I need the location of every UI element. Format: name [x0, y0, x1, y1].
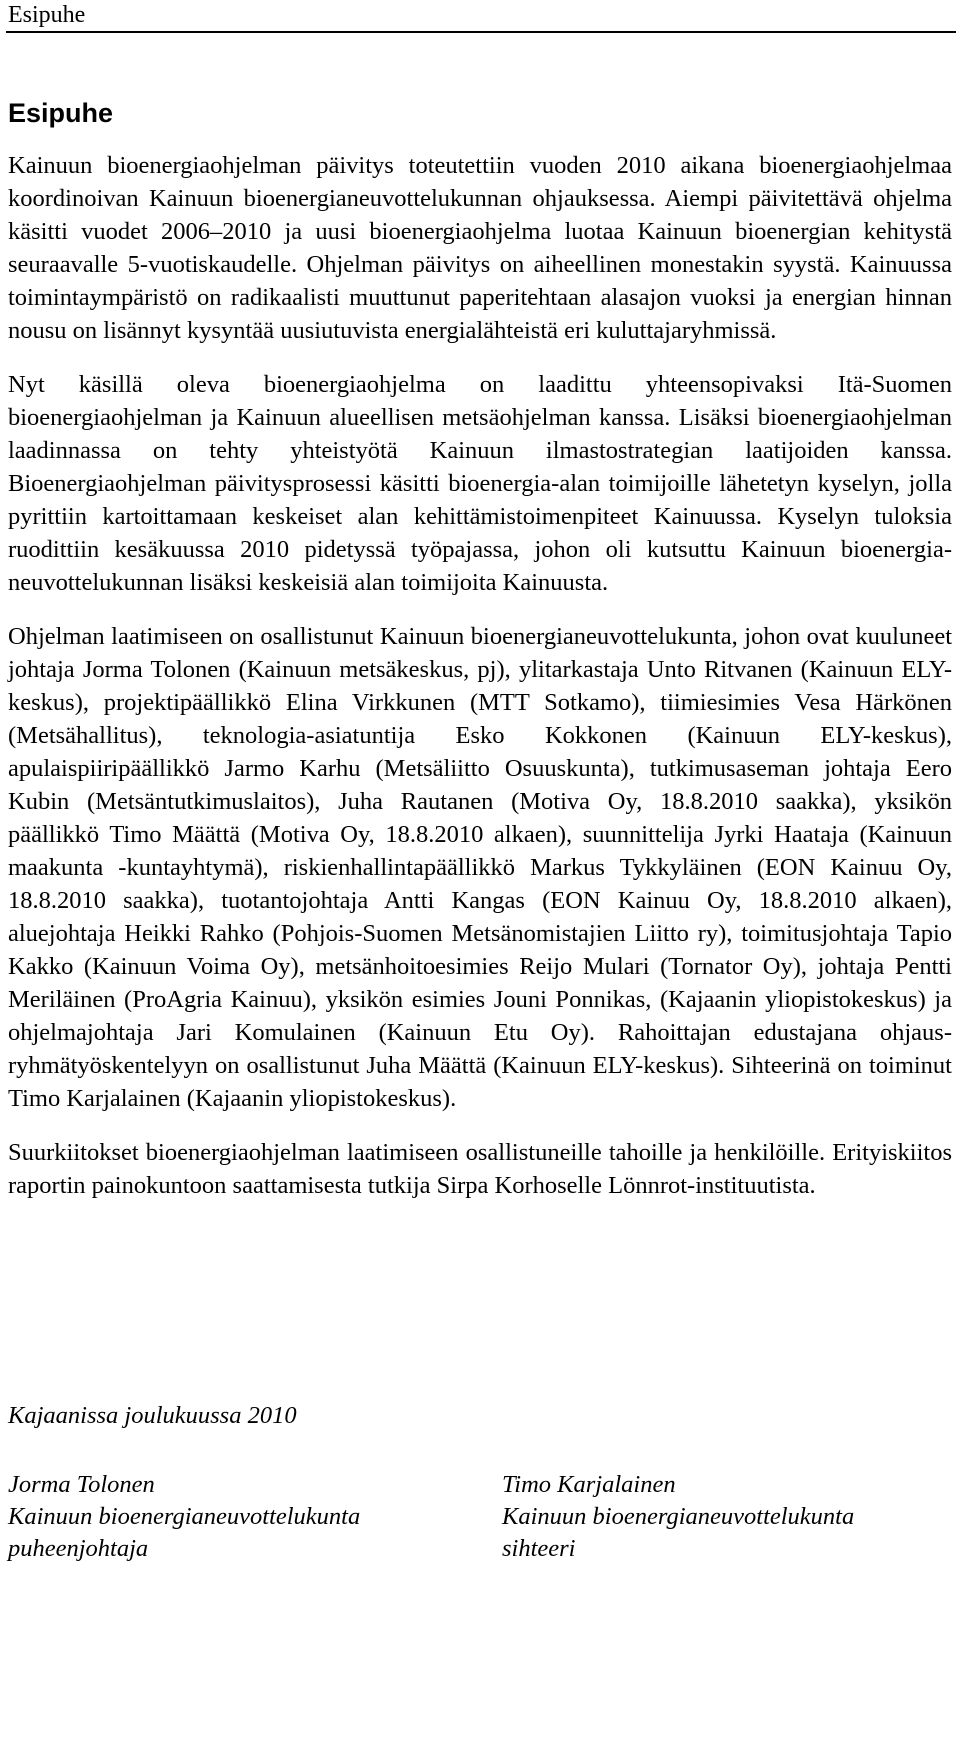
header-rule [6, 31, 956, 33]
running-header: Esipuhe [8, 2, 86, 28]
signature-block-secretary [502, 1469, 854, 1565]
paragraph-compatibility: Nyt käsillä oleva bioenergiaohjelma on laadittu yhteensopivaksi Itä-Suomen bioenergiaohjelman ja Kainuun alueellisen metsäohjelman kanssa. Lisäksi bioenergiaohjelman laadinnassa on tehty yhteistyötä Kainuun ilmastostrategian laatijoiden kanssa. Bioenergiaohjelman päivitysprosessi käsitti bioenergia-alan toimijoille lähetetyn kyselyn, jolla pyrittiin kartoittamaan keskeiset alan kehittämistoimenpiteet Kainuussa. Kyselyn tuloksia ruodittiin kesäkuussa 2010 pidetyssä työpajassa, johon oli kutsuttu Kainuun bioenergia-neuvottelukunnan lisäksi keskeisiä alan toimijoita Kainuusta. [8, 371, 952, 596]
signatory-role: sihteeri [502, 1535, 576, 1562]
signatory-name: Timo Karjalainen [502, 1471, 676, 1498]
signatory-organization: Kainuun bioenergianeuvottelukunta [8, 1503, 361, 1530]
place-date: Kajaanissa joulukuussa 2010 [8, 1402, 297, 1429]
signatory-organization: Kainuun bioenergianeuvottelukunta [502, 1503, 855, 1530]
signature-block-chair [8, 1469, 360, 1565]
section-title: Esipuhe [8, 98, 114, 128]
body-text [8, 149, 952, 1223]
paragraph-contributors: Ohjelman laatimiseen on osallistunut Kainuun bioenergianeuvottelukunta, johon ovat kuuluneet johtaja Jorma Tolonen (Kainuun metsäkeskus, pj), ylitarkastaja Unto Ritvanen (Kainuun ELY-keskus), projektipäällikkö Elina Virkkunen (MTT Sotkamo), tiimiesimies Vesa Härkönen (Metsähallitus), teknologia-asiatuntija Esko Kokkonen (Kainuun ELY-keskus), apulaispiiripäällikkö Jarmo Karhu (Metsäliitto Osuuskunta), tutkimusaseman johtaja Eero Kubin (Metsäntutkimuslaitos), Juha Rautanen (Motiva Oy, 18.8.2010 saakka), yksikön päällikkö Timo Määttä (Motiva Oy, 18.8.2010 alkaen), suunnittelija Jyrki Haataja (Kainuun maakunta -kuntayhtymä), riskienhallintapäällikkö Markus Tykkyläinen (EON Kainuu Oy, 18.8.2010 saakka), tuotantojohtaja Antti Kangas (EON Kainuu Oy, 18.8.2010 alkaen), aluejohtaja Heikki Rahko (Pohjois-Suomen Metsänomistajien Liitto ry), toimitusjohtaja Tapio Kakko (Kainuun Voima Oy), metsänhoitoesimies Reijo Mulari (Tornator Oy), johtaja Pentti Meriläinen (ProAgria Kainuu), yksikön esimies Jouni Ponnikas, (Kajaanin yliopistokeskus) ja ohjelmajohtaja Jari Komulainen (Kainuun Etu Oy). Rahoittajan edustajana ohjausryhmätyöskentelyyn on osallistunut Juha Määttä (Kainuun ELY-keskus). Sihteerinä on toiminut Timo Karjalainen (Kajaanin yliopistokeskus). [8, 623, 952, 1112]
signatory-name: Jorma Tolonen [8, 1471, 155, 1498]
signatory-role: puheenjohtaja [8, 1535, 149, 1562]
paragraph-intro: Kainuun bioenergiaohjelman päivitys toteutettiin vuoden 2010 aikana bioenergiaohjelmaa koordinoivan Kainuun bioenergianeuvottelukunnan ohjauksessa. Aiempi päivitettävä ohjelma käsitti vuodet 2006–2010 ja uusi bioenergiaohjelma luotaa Kainuun bioenergian kehitystä seuraavalle 5-vuotiskaudelle. Ohjelman päivitys on aiheellinen monestakin syystä. Kainuussa toimintaympäristö on radikaalisti muuttunut paperitehtaan alasajon vuoksi ja energian hinnan nousu on lisännyt kysyntää uusiutuvista energialähteistä eri kuluttajaryhmissä. [8, 152, 952, 344]
paragraph-thanks: Suurkiitokset bioenergiaohjelman laatimiseen osallistuneille tahoille ja henkilöille. Erityiskiitos raportin painokuntoon saattamisesta tutkija Sirpa Korhoselle Lönnrot-instituutista. [8, 1139, 952, 1199]
